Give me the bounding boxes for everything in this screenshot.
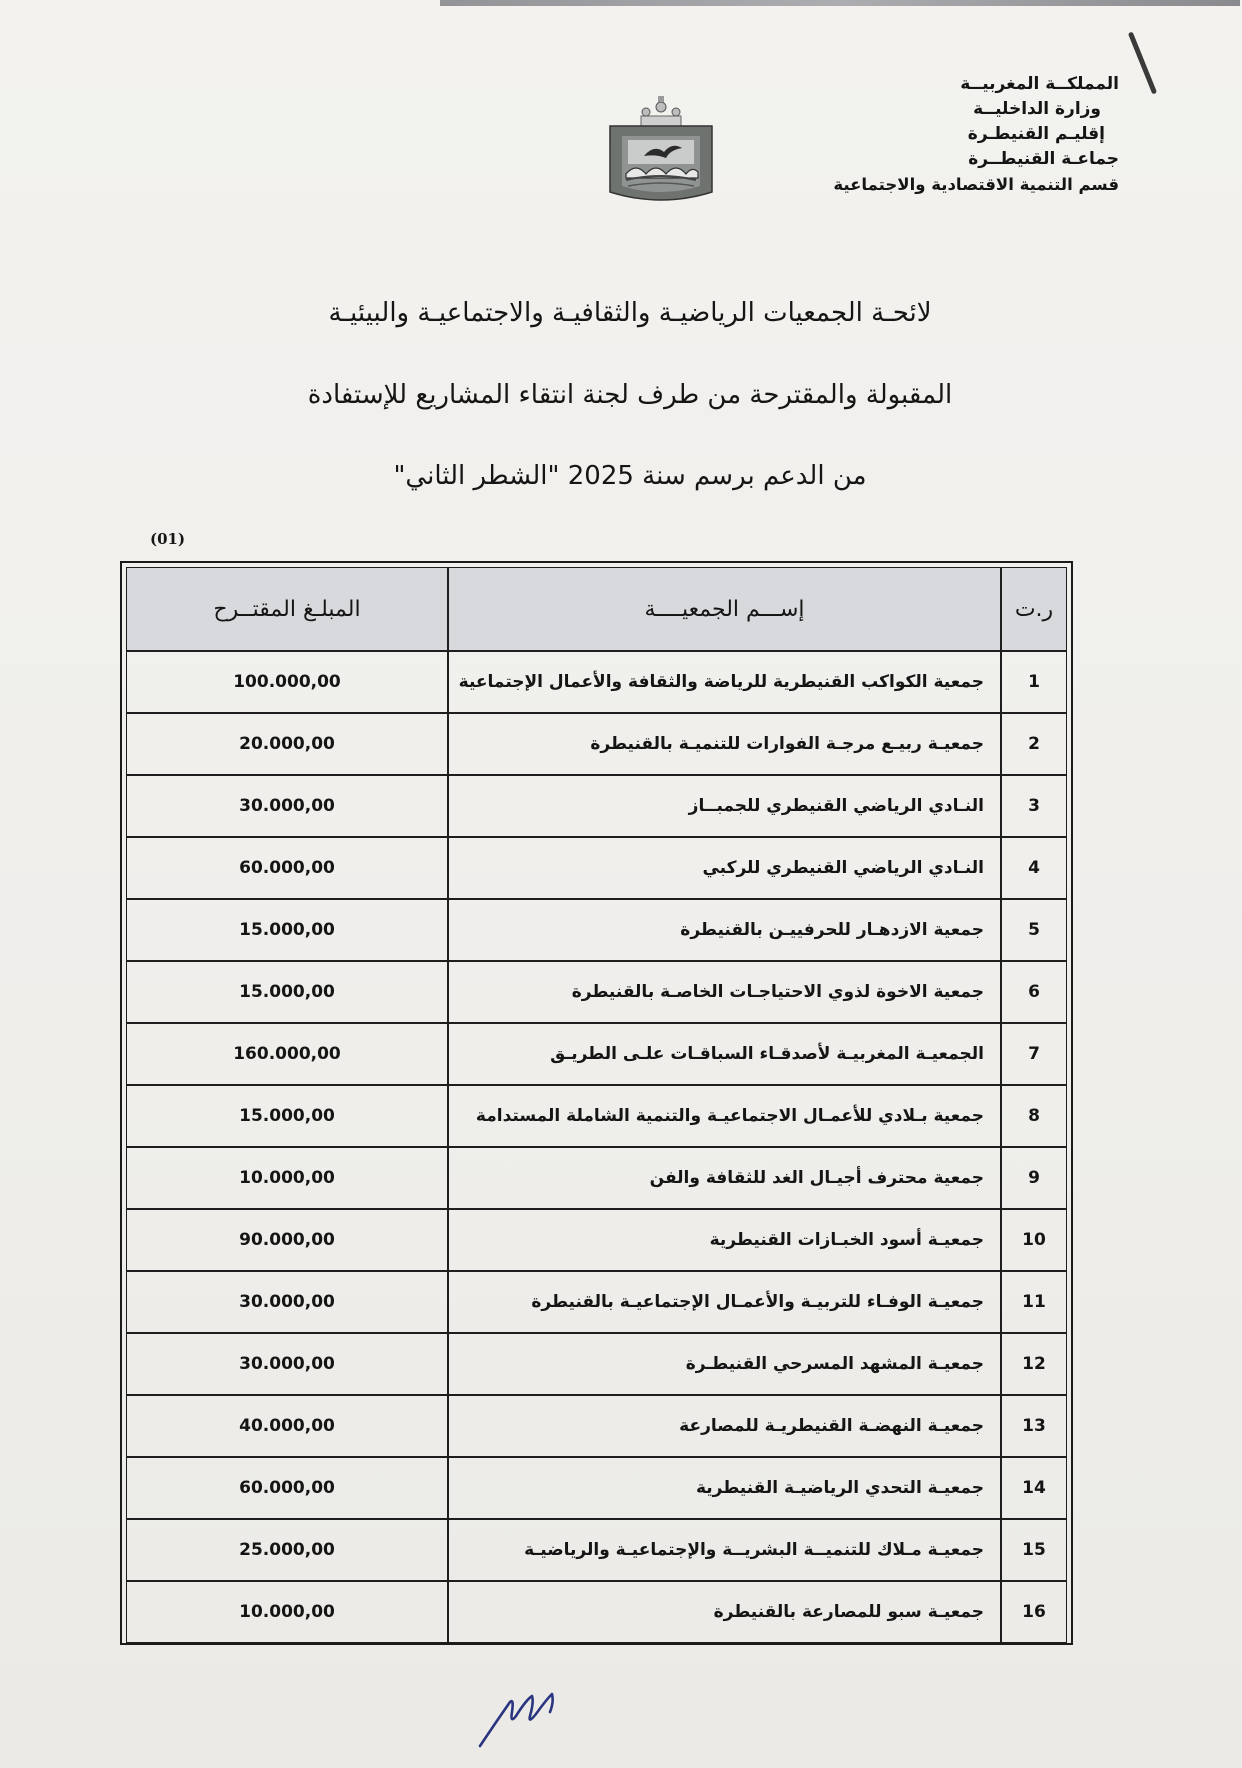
row-amount: 160.000,00 xyxy=(126,1023,448,1085)
row-number: 11 xyxy=(1001,1271,1067,1333)
row-association-name: جمعيـة الوفـاء للتربيـة والأعمـال الإجتماعيـة بالقنيطرة xyxy=(448,1271,1001,1333)
row-amount: 40.000,00 xyxy=(126,1395,448,1457)
row-association-name: جمعيـة سبو للمصارعة بالقنيطرة xyxy=(448,1581,1001,1643)
header-line-province: إقليـم القنيطـرة xyxy=(967,124,1105,144)
row-number: 3 xyxy=(1001,775,1067,837)
row-amount: 30.000,00 xyxy=(126,1271,448,1333)
table-body xyxy=(126,651,1067,1643)
row-association-name: جمعية محترف أجيـال الغد للثقافة والفن xyxy=(448,1147,1001,1209)
row-number: 10 xyxy=(1001,1209,1067,1271)
table-header-row xyxy=(126,567,1067,651)
municipal-emblem-icon xyxy=(606,92,716,208)
row-association-name: جمعية الازدهـار للحرفييـن بالقنيطرة xyxy=(448,899,1001,961)
row-number: 12 xyxy=(1001,1333,1067,1395)
row-number: 5 xyxy=(1001,899,1067,961)
table-row xyxy=(126,1085,1067,1147)
row-amount: 15.000,00 xyxy=(126,1085,448,1147)
row-number: 14 xyxy=(1001,1457,1067,1519)
row-association-name: جمعيـة مـلاك للتنميــة البشريــة والإجتماعيـة والرياضيـة xyxy=(448,1519,1001,1581)
row-amount: 10.000,00 xyxy=(126,1581,448,1643)
table-row xyxy=(126,1209,1067,1271)
table-row xyxy=(126,1457,1067,1519)
row-association-name: جمعية الكواكب القنيطرية للرياضة والثقافة والأعمال الإجتماعية xyxy=(448,651,1001,713)
table-row xyxy=(126,1395,1067,1457)
row-association-name: جمعية بـلادي للأعمـال الاجتماعيـة والتنمية الشاملة المستدامة xyxy=(448,1085,1001,1147)
row-number: 7 xyxy=(1001,1023,1067,1085)
row-association-name: النـادي الرياضي القنيطري للجمبــاز xyxy=(448,775,1001,837)
table-row xyxy=(126,961,1067,1023)
table-row xyxy=(126,1581,1067,1643)
row-number: 16 xyxy=(1001,1581,1067,1643)
row-amount: 60.000,00 xyxy=(126,1457,448,1519)
table-row xyxy=(126,1147,1067,1209)
row-association-name: جمعيـة ربيـع مرجـة الفوارات للتنميـة بالقنيطرة xyxy=(448,713,1001,775)
table-row xyxy=(126,837,1067,899)
title-line-3: من الدعم برسم سنة 2025 "الشطر الثاني" xyxy=(393,461,867,491)
title-line-1: لائحـة الجمعيات الرياضيـة والثقافيـة والاجتماعيـة والبيئيـة xyxy=(328,298,932,328)
row-amount: 90.000,00 xyxy=(126,1209,448,1271)
row-amount: 20.000,00 xyxy=(126,713,448,775)
header-proposed-amount: المبلـغ المقتــرح xyxy=(126,567,448,651)
staple-mark xyxy=(1128,31,1157,94)
row-number: 8 xyxy=(1001,1085,1067,1147)
row-number: 9 xyxy=(1001,1147,1067,1209)
table-row xyxy=(126,1023,1067,1085)
table-row xyxy=(126,1271,1067,1333)
row-amount: 25.000,00 xyxy=(126,1519,448,1581)
row-amount: 100.000,00 xyxy=(126,651,448,713)
header-line-ministry: وزارة الداخليــة xyxy=(973,99,1101,119)
table-row xyxy=(126,1333,1067,1395)
table-row xyxy=(126,651,1067,713)
row-number: 2 xyxy=(1001,713,1067,775)
title-line-2: المقبولة والمقترحة من طرف لجنة انتقاء المشاريع للإستفادة xyxy=(307,380,953,410)
row-amount: 30.000,00 xyxy=(126,1333,448,1395)
row-association-name: جمعيـة أسود الخبـازات القنيطرية xyxy=(448,1209,1001,1271)
row-number: 1 xyxy=(1001,651,1067,713)
table-row xyxy=(126,899,1067,961)
header-association-name: إســـم الجمعيــــة xyxy=(448,567,1001,651)
row-amount: 10.000,00 xyxy=(126,1147,448,1209)
associations-table xyxy=(126,567,1067,1643)
header-line-division: قسم التنمية الاقتصادية والاجتماعية xyxy=(833,175,1119,194)
row-association-name: جمعيـة المشهد المسرحي القنيطـرة xyxy=(448,1333,1001,1395)
row-number: 13 xyxy=(1001,1395,1067,1457)
header-line-commune: جماعـة القنيطــرة xyxy=(968,149,1119,169)
table-row xyxy=(126,713,1067,775)
row-amount: 60.000,00 xyxy=(126,837,448,899)
row-amount: 30.000,00 xyxy=(126,775,448,837)
signature-icon xyxy=(470,1672,610,1752)
row-number: 15 xyxy=(1001,1519,1067,1581)
row-amount: 15.000,00 xyxy=(126,899,448,961)
row-association-name: الجمعيـة المغربيـة لأصدقـاء السباقـات علـى الطريـق xyxy=(448,1023,1001,1085)
row-number: 6 xyxy=(1001,961,1067,1023)
row-association-name: جمعيـة النهضـة القنيطريـة للمصارعة xyxy=(448,1395,1001,1457)
scan-top-edge xyxy=(440,0,1240,6)
row-association-name: النـادي الرياضي القنيطري للركبي xyxy=(448,837,1001,899)
table-row xyxy=(126,775,1067,837)
associations-table-frame xyxy=(120,561,1073,1645)
row-number: 4 xyxy=(1001,837,1067,899)
header-line-kingdom: المملكــة المغربيــة xyxy=(960,74,1119,94)
administrative-header xyxy=(759,72,1119,197)
table-number-tag: (01) xyxy=(150,530,186,548)
row-association-name: جمعية الاخوة لذوي الاحتياجـات الخاصـة بالقنيطرة xyxy=(448,961,1001,1023)
row-association-name: جمعيـة التحدي الرياضيـة القنيطرية xyxy=(448,1457,1001,1519)
row-amount: 15.000,00 xyxy=(126,961,448,1023)
table-row xyxy=(126,1519,1067,1581)
header-number: ر.ت xyxy=(1001,567,1067,651)
